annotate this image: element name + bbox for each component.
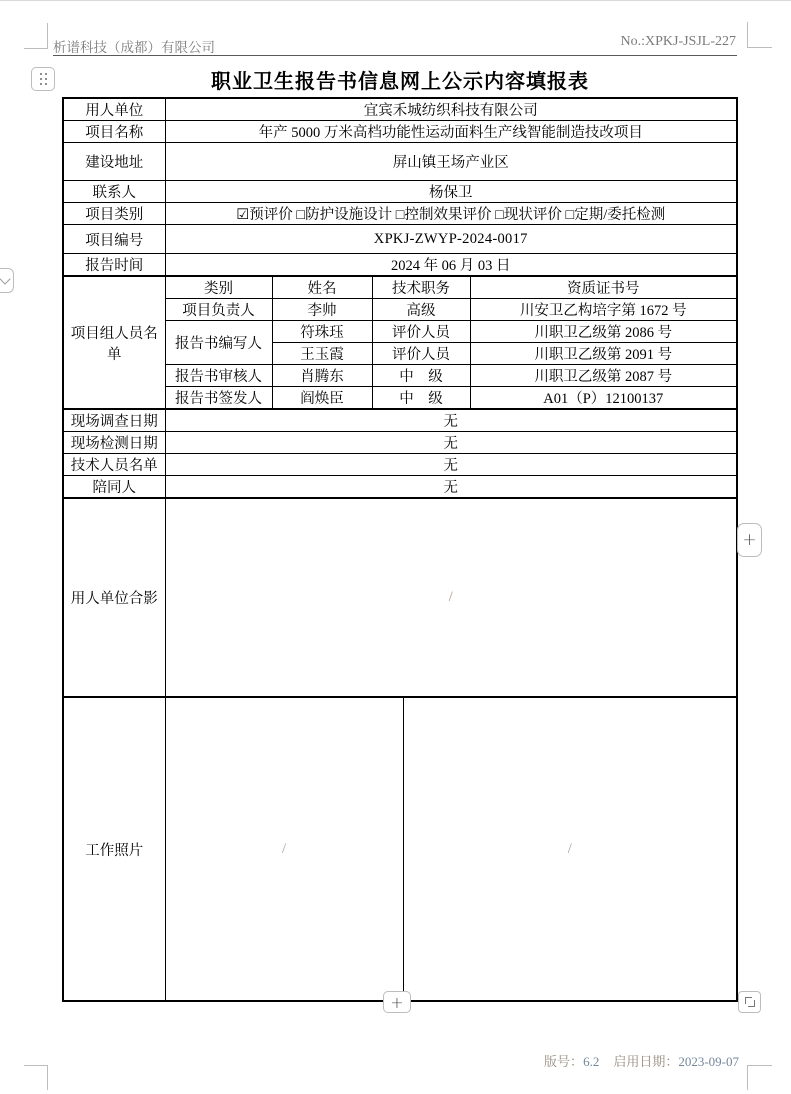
form-table: [62, 97, 738, 1002]
footer-date-value: 2023-09-07: [678, 1054, 739, 1069]
personnel-cert: 川职卫乙级第 2087 号: [470, 365, 737, 387]
personnel-category: 报告书审核人: [165, 365, 272, 387]
header-doc-number: No.:XPKJ-JSJL-227: [620, 34, 736, 49]
field-label-contact: 联系人: [63, 181, 165, 203]
field-value-contact: 杨保卫: [165, 181, 737, 203]
field-value-address: 屏山镇王场产业区: [165, 143, 737, 181]
personnel-cert: A01（P）12100137: [470, 387, 737, 410]
expand-button[interactable]: [738, 991, 761, 1013]
viewport-top-divider: [0, 0, 791, 1]
field-label-project-name: 项目名称: [63, 121, 165, 143]
expand-icon: [745, 997, 755, 1007]
header-company-name: 析谱科技（成都）有限公司: [53, 40, 215, 55]
field-label-tech-staff: 技术人员名单: [63, 454, 165, 476]
field-label-test-date: 现场检测日期: [63, 432, 165, 454]
crop-mark-bottom-right: [747, 1065, 748, 1090]
personnel-title: 评价人员: [372, 321, 470, 343]
personnel-header-title: 技术职务: [372, 276, 470, 299]
field-value-project-code: XPKJ-ZWYP-2024-0017: [165, 225, 737, 254]
field-label-employer: 用人单位: [63, 98, 165, 121]
field-label-group-photo: 用人单位合影: [63, 498, 165, 697]
add-photo-button[interactable]: +: [737, 523, 762, 557]
field-label-accompany: 陪同人: [63, 476, 165, 499]
crop-mark-top-left: [24, 48, 48, 49]
field-value-project-name: 年产 5000 万米高档功能性运动面料生产线智能制造技改项目: [165, 121, 737, 143]
field-value-survey-date: 无: [165, 409, 737, 432]
personnel-name: 王玉霞: [272, 343, 372, 365]
page-title: 职业卫生报告书信息网上公示内容填报表: [211, 71, 589, 93]
footer-date-label: 启用日期：: [613, 1054, 679, 1069]
field-label-report-date: 报告时间: [63, 254, 165, 277]
crop-mark-bottom-right: [747, 1065, 772, 1066]
crop-mark-top-right: [747, 47, 772, 48]
crop-mark-bottom-left: [24, 1065, 48, 1066]
header-rule: [53, 55, 737, 56]
edge-collapse-button[interactable]: [0, 268, 14, 293]
field-label-personnel-list: 项目组人员名单: [63, 276, 165, 409]
personnel-category: 报告书签发人: [165, 387, 272, 410]
footer-version-label: 版号：: [544, 1054, 584, 1069]
field-value-employer: 宜宾禾城纺织科技有限公司: [165, 98, 737, 121]
personnel-cert: 川职卫乙级第 2091 号: [470, 343, 737, 365]
personnel-title: 中 级: [372, 365, 470, 387]
personnel-name: 李帅: [272, 299, 372, 321]
field-value-tech-staff: 无: [165, 454, 737, 476]
field-label-survey-date: 现场调查日期: [63, 409, 165, 432]
field-value-accompany: 无: [165, 476, 737, 499]
personnel-title: 高级: [372, 299, 470, 321]
footer-version-value: 6.2: [583, 1054, 600, 1069]
field-label-project-code: 项目编号: [63, 225, 165, 254]
work-photo-placeholder: /: [403, 697, 737, 1001]
personnel-header-name: 姓名: [272, 276, 372, 299]
personnel-header-cert: 资质证书号: [470, 276, 737, 299]
personnel-title: 中 级: [372, 387, 470, 410]
crop-mark-top-left: [47, 23, 48, 49]
work-photo-placeholder: /: [165, 697, 403, 1001]
crop-mark-bottom-left: [47, 1065, 48, 1090]
field-value-test-date: 无: [165, 432, 737, 454]
personnel-title: 评价人员: [372, 343, 470, 365]
personnel-name: 符珠珏: [272, 321, 372, 343]
personnel-name: 阎焕臣: [272, 387, 372, 410]
chevron-down-icon: [0, 273, 11, 284]
field-value-report-date: 2024 年 06 月 03 日: [165, 254, 737, 277]
crop-mark-top-right: [747, 22, 748, 48]
personnel-cert: 川职卫乙级第 2086 号: [470, 321, 737, 343]
personnel-category: 项目负责人: [165, 299, 272, 321]
footer: [544, 1051, 739, 1070]
personnel-cert: 川安卫乙构培字第 1672 号: [470, 299, 737, 321]
personnel-name: 肖腾东: [272, 365, 372, 387]
drag-handle-icon: [40, 73, 47, 85]
add-row-button[interactable]: +: [383, 991, 411, 1013]
personnel-category: 报告书编写人: [165, 321, 272, 365]
field-label-project-type: 项目类别: [63, 203, 165, 225]
group-photo-placeholder: /: [165, 498, 737, 697]
field-label-address: 建设地址: [63, 143, 165, 181]
field-label-work-photo: 工作照片: [63, 697, 165, 1001]
personnel-header-category: 类别: [165, 276, 272, 299]
project-type-checkboxes: ☑预评价 □防护设施设计 □控制效果评价 □现状评价 □定期/委托检测: [165, 203, 737, 225]
drag-handle-button[interactable]: [31, 67, 55, 91]
